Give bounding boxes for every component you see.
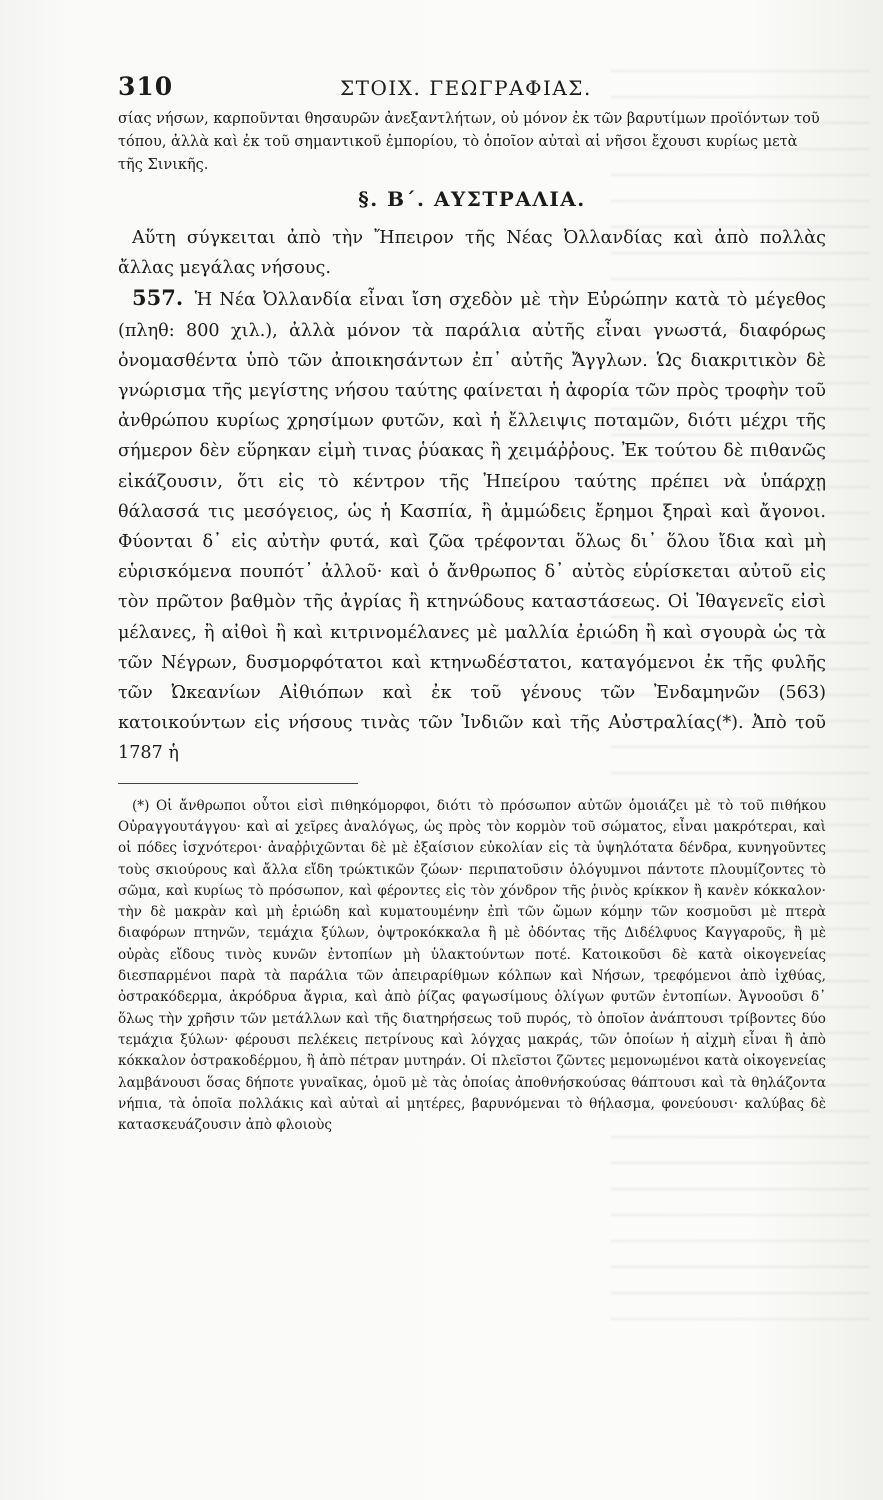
paragraph-557 [118,283,826,768]
intro-paragraph: σίας νήσων, καρποῦνται θησαυρῶν ἀνεξαντλήτων, οὐ μόνον ἐκ τῶν βαρυτίμων προϊόντων τοῦ τόπου, ἀλλὰ καὶ ἐκ τοῦ σημαντικοῦ ἐμπορίου, τὸ ὁποῖον αὐταὶ αἱ νῆσοι ἔχουσι κυρίως μετὰ τῆς Σινικῆς. [118,111,820,173]
paragraph-number: 557. [132,285,184,311]
footnote-rule [118,783,358,784]
footnote: (*) Οἱ ἄνθρωποι οὗτοι εἰσὶ πιθηκόμορφοι, διότι τὸ πρόσωπον αὐτῶν ὁμοιάζει μὲ τὸ τοῦ πιθήκου Οὐραγγουτάγγου· καὶ αἱ χεῖρες ἀναλόγως, ὡς πρὸς τὸν κορμὸν τοῦ σώματος, εἶναι μακρότεραι, καὶ οἱ πόδες ἰσχνότεροι· ἀναῤῥιχῶνται δὲ μὲ ἐξαίσιον εὐκολίαν εἰς τὰ ὑψηλότατα δένδρα, κυνηγοῦντες τοὺς σκιούρους καὶ ἄλλα εἴδη τρώκτικῶν ζώων· περιπατοῦσιν ὁλόγυμνοι πάντοτε πλουμίζοντες τὸ σῶμα, καὶ κυρίως τὸ πρόσωπον, καὶ φέροντες εἰς τὸν χόνδρον τῆς ῥινὸς κρίκκον ἢ κανὲν κόκκαλον· τὴν δὲ μακρὰν καὶ μὴ ἐριώδη καὶ κυματουμένην ἐπὶ τῶν ὤμων κόμην τῶν κοσμοῦσι μὲ πτερὰ διαφόρων πτηνῶν, τεμάχια ξύλων, ὀψτροκόκκαλα ἢ μὲ ὀδόντας τῆς Διδέλφυος Καγγαροῦς, ἢ μὲ οὐρὰς εἴδους τινὸς κυνῶν ἐντοπίων μὴ ὑλακτούντων ποτέ. Κατοικοῦσι δὲ κατὰ οἰκογενείας διεσπαρμένοι παρὰ τὰ παράλια τῶν ἀπειραρίθμων κόλπων καὶ Νήσων, τρεφόμενοι ἀπὸ ἰχθύας, ὀστρακόδερμα, ἀκρόδρυα ἄγρια, καὶ ἀπὸ ῥίζας φαγωσίμους ὀλίγων φυτῶν ἐντοπίων. Ἀγνοοῦσι δ᾽ ὅλως τὴν χρῆσιν τῶν μετάλλων καὶ τῆς διατηρήσεως τοῦ πυρός, τὸ ὁποῖον ἀνάπτουσι τρίβοντες δύο τεμάχια ξύλων· φέρουσι πελέκεις πετρίνους καὶ λόγχας μακράς, τῶν ὁποίων ἡ αἰχμὴ εἶναι ἢ ἀπὸ κόκκαλον ὀστρακοδέρμου, ἢ ἀπὸ πέτραν μυτηράν. Οἱ πλεῖστοι ζῶντες μεμονωμένοι κατὰ οἰκογενείας λαμβάνουσι ὅσας δήποτε γυναῖκας, ὁμοῦ μὲ τὰς ὁποίας ἀποθνήσκούσας θάπτουσι καὶ τὰ θηλάζοντα νήπια, τὰ ὁποῖα πολλάκις καὶ αὐταὶ αἱ μητέρες, βαρυνόμεναι τὸ θήλασμα, φονεύουσι· καλύβας δὲ κατασκευάζουσιν ἀπὸ φλοιοὺς [118,797,826,1134]
page-header [118,72,826,106]
paragraph-text: Ἡ Νέα Ὀλλανδία εἶναι ἴση σχεδὸν μὲ τὴν Εὐρώπην κατὰ τὸ μέγεθος (πληθ: 800 χιλ.), ἀλλὰ μόνον τὰ παράλια αὐτῆς εἶναι γνωστά, διαφόρως ὀνομασθέντα ὑπὸ τῶν ἀποικησάντων ἐπ᾽ αὐτῆς Ἄγγλων. Ὡς διακριτικὸν δὲ γνώρισμα τῆς μεγίστης νήσου ταύτης φαίνεται ἡ ἀφορία τῶν πρὸς τροφὴν τοῦ ἀνθρώπου κυρίως χρησίμων φυτῶν, καὶ ἡ ἔλλειψις ποταμῶν, διότι μέχρι τῆς σήμερον δὲν εὕρηκαν εἰμὴ τινας ῥύακας ἢ χειμάῤῥους. Ἐκ τούτου δὲ πιθανῶς εἰκάζουσιν, ὅτι εἰς τὸ κέντρον τῆς Ἠπείρου ταύτης πρέπει νὰ ὑπάρχῃ θάλασσά τις μεσόγειος, ὡς ἡ Κασπία, ἢ ἀμμώδεις ἔρημοι ξηραὶ καὶ ἄγονοι. Φύονται δ᾽ εἰς αὐτὴν φυτά, καὶ ζῶα τρέφονται ὅλως δι᾽ ὅλου ἴδια καὶ μὴ εὑρισκόμενα πουπότ᾽ ἀλλοῦ· καὶ ὁ ἄνθρωπος δ᾽ αὐτὸς εὑρίσκεται αὐτοῦ εἰς τὸν πρῶτον βαθμὸν τῆς ἀγρίας ἢ κτηνώδους καταστάσεως. Οἱ Ἰθαγενεῖς εἰσὶ μέλανες, ἢ αἰθοὶ ἢ καὶ κιτρινομέλανες μὲ μαλλία ἐριώδη ἢ καὶ σγουρὰ ὡς τὰ τῶν Νέγρων, δυσμορφότατοι καὶ κτηνωδέστατοι, καταγόμενοι ἐκ τῆς φυλῆς τῶν Ὠκεανίων Αἰθιόπων καὶ ἐκ τοῦ γένους τῶν Ἐνδαμηνῶν (563) κατοικούντων εἰς νήσους τινὰς τῶν Ἰνδιῶν καὶ τῆς Αὐστραλίας(*). Ἀπὸ τοῦ 1787 ἡ [118,290,827,764]
page-number: 310 [118,72,174,101]
section-lead: Αὕτη σύγκειται ἀπὸ τὴν Ἤπειρον τῆς Νέας Ὀλλανδίας καὶ ἀπὸ πολλὰς ἄλλας μεγάλας νήσους. [118,228,826,279]
running-head: ΣΤΟΙΧ. ΓΕΩΓΡΑΦΙΑΣ. [340,76,592,100]
section-heading: §. Β΄. ΑΥΣΤΡΑΛΙΑ. [358,187,586,211]
body-text [118,108,826,1136]
